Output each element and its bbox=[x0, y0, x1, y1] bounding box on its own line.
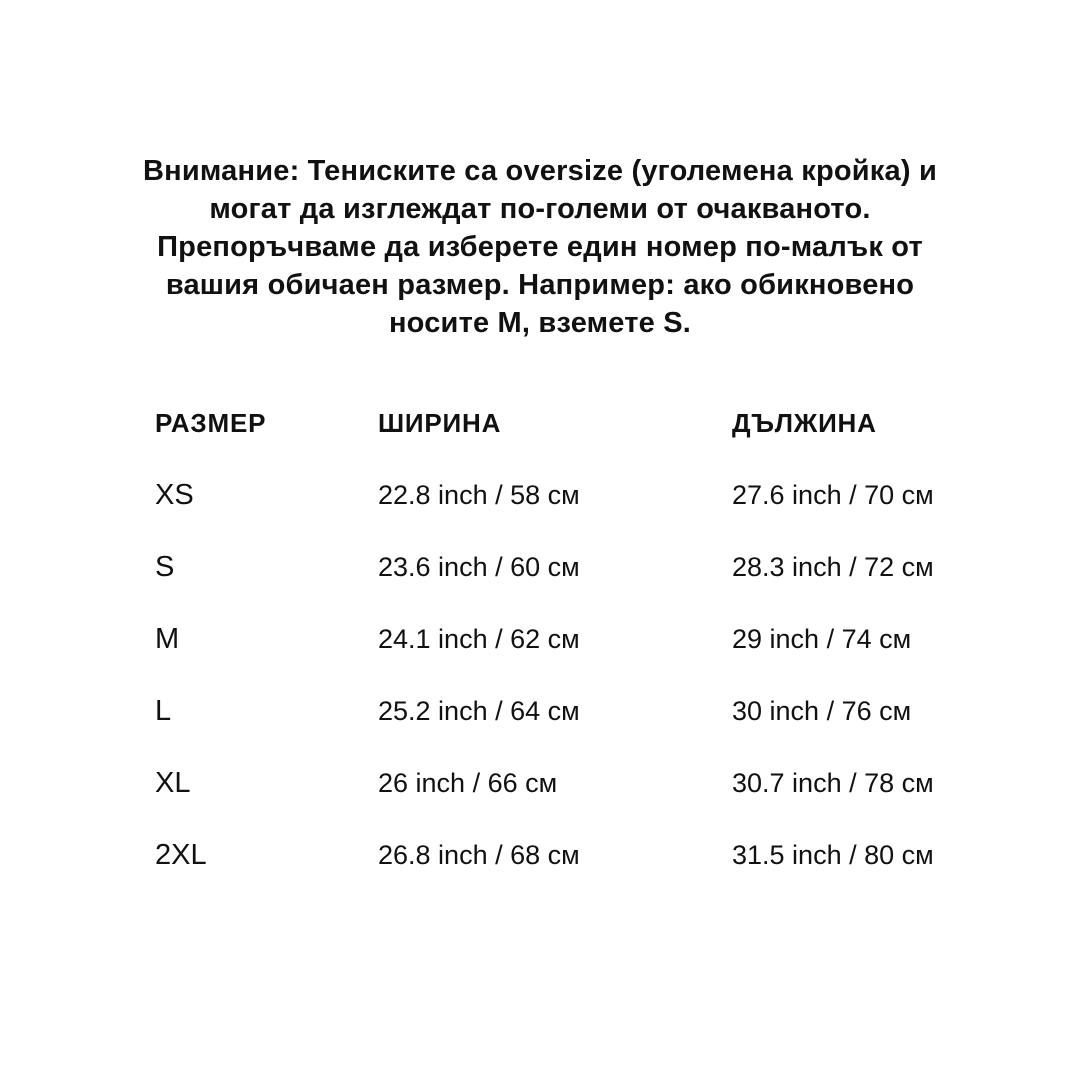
size-cell-l: L bbox=[155, 694, 172, 727]
width-cell-xs: 22.8 inch / 58 см bbox=[378, 479, 580, 510]
length-cell-l: 30 inch / 76 см bbox=[732, 695, 912, 726]
column-header-size: РАЗМЕР bbox=[155, 407, 267, 438]
length-cell-s: 28.3 inch / 72 см bbox=[732, 551, 934, 582]
column-header-length: ДЪЛЖИНА bbox=[732, 407, 877, 438]
size-cell-xl: XL bbox=[155, 766, 191, 799]
size-table bbox=[155, 387, 945, 891]
length-cell-xs: 27.6 inch / 70 см bbox=[732, 479, 934, 510]
width-cell-2xl: 26.8 inch / 68 см bbox=[378, 839, 580, 870]
size-cell-2xl: 2XL bbox=[155, 838, 207, 871]
width-cell-s: 23.6 inch / 60 см bbox=[378, 551, 580, 582]
size-cell-xs: XS bbox=[155, 478, 194, 511]
oversize-warning-text: Внимание: Тениските са oversize (уголемена кройка) и могат да изглеждат по-големи от очакваното. Препоръчваме да изберете един номер по-малък от вашия обичаен размер. Например: ако обикновено носите M, вземете S. bbox=[143, 155, 937, 339]
width-cell-xl: 26 inch / 66 см bbox=[378, 767, 558, 798]
size-cell-s: S bbox=[155, 550, 175, 583]
width-cell-m: 24.1 inch / 62 см bbox=[378, 623, 580, 654]
length-cell-m: 29 inch / 74 см bbox=[732, 623, 912, 654]
length-cell-2xl: 31.5 inch / 80 см bbox=[732, 839, 934, 870]
width-cell-l: 25.2 inch / 64 см bbox=[378, 695, 580, 726]
size-cell-m: M bbox=[155, 622, 180, 655]
length-cell-xl: 30.7 inch / 78 см bbox=[732, 767, 934, 798]
column-header-width: ШИРИНА bbox=[378, 407, 502, 438]
